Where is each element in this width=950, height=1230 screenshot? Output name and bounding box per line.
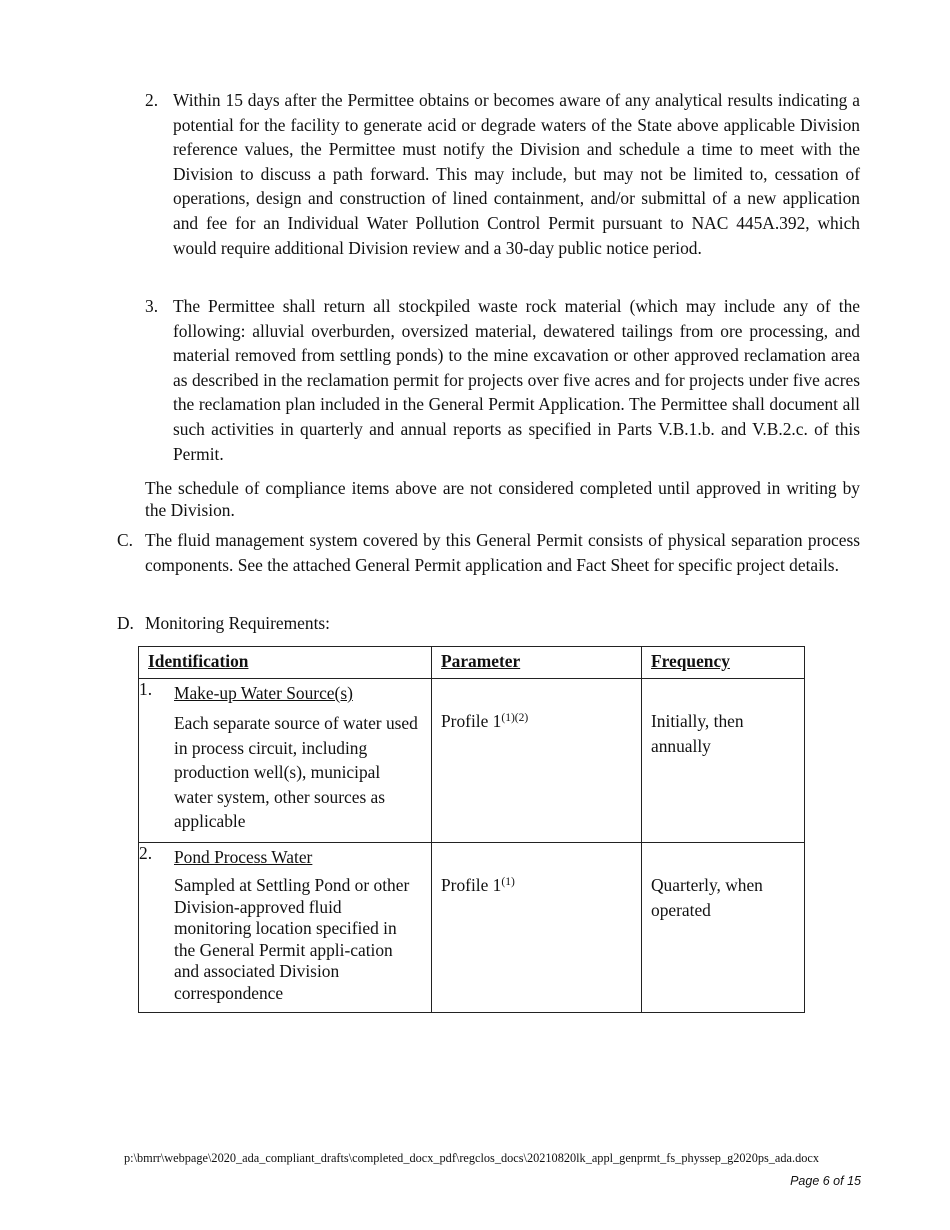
item-number: 2. (145, 90, 159, 110)
row-description: Each separate source of water used in process circuit, including production well(s), municipal water system, other sources as applicable (174, 713, 418, 831)
item-text: The Permittee shall return all stockpiled waste rock material (which may include any of the following: alluvial overburden, oversized material, dewatered tailings from ore processing, and material removed from settling ponds) to the mine excavation or other approved reclamation area as described in the reclamation permit for projects over five acres and for projects under five acres the reclamation plan included in the General Permit Application. The Permittee shall document all such activities in quarterly and annual reports as specified in Parts V.B.1.b. and V.B.2.c. of this Permit. (173, 296, 860, 464)
table-row (139, 843, 805, 1013)
section-text: The fluid management system covered by this General Permit consists of physical separation process components. See the attached General Permit application and Fact Sheet for specific project details. (145, 530, 860, 575)
column-header: Identification (139, 647, 432, 679)
frequency-value: Initially, then annually (651, 711, 744, 756)
identification-cell (139, 679, 432, 843)
footnote-ref: (1)(2) (501, 712, 529, 724)
section-heading: Monitoring Requirements: (145, 613, 330, 633)
section-letter: D. (117, 613, 134, 633)
row-description: Sampled at Settling Pond or other Division-approved fluid monitoring location specified in the General Permit appli-cation and associated Division correspondence (174, 875, 410, 1003)
table-header-row (139, 647, 805, 679)
column-header: Frequency (642, 647, 805, 679)
parameter-value: Profile 1 (441, 875, 502, 895)
section-d (117, 611, 860, 636)
monitoring-table (138, 646, 805, 1013)
section-c (117, 528, 860, 577)
schedule-note: The schedule of compliance items above are not considered completed until approved in writing by the Division. (145, 478, 860, 520)
row-number: 1. (139, 679, 153, 699)
page-number: Page 6 of 15 (790, 1174, 861, 1188)
schedule-item-3 (145, 294, 860, 466)
row-title: Make-up Water Source(s) (174, 683, 353, 703)
column-header: Parameter (432, 647, 642, 679)
frequency-cell (642, 679, 805, 843)
footer-file-path: p:\bmrr\webpage\2020_ada_compliant_drafts\completed_docx_pdf\regclos_docs\20210820lk_appl_genprmt_fs_physsep_g2020ps_ada.docx (124, 1151, 819, 1165)
parameter-cell (432, 843, 642, 1013)
section-letter: C. (117, 530, 133, 550)
row-title: Pond Process Water (174, 847, 313, 867)
item-text: Within 15 days after the Permittee obtains or becomes aware of any analytical results indicating a potential for the facility to generate acid or degrade waters of the State above applicable Division reference values, the Permittee must notify the Division and schedule a time to meet with the Division to discuss a path forward. This may include, but may not be limited to, cessation of operations, design and construction of lined containment, and/or submittal of a new application and fee for an Individual Water Pollution Control Permit pursuant to NAC 445A.392, which would require additional Division review and a 30-day public notice period. (173, 90, 860, 258)
row-number: 2. (139, 843, 153, 863)
table-row (139, 679, 805, 843)
parameter-cell (432, 679, 642, 843)
footnote-ref: (1) (501, 876, 515, 888)
item-number: 3. (145, 296, 159, 316)
schedule-item-2 (145, 88, 860, 260)
frequency-value: Quarterly, when operated (651, 875, 763, 920)
frequency-cell (642, 843, 805, 1013)
identification-cell (139, 843, 432, 1013)
parameter-value: Profile 1 (441, 711, 502, 731)
